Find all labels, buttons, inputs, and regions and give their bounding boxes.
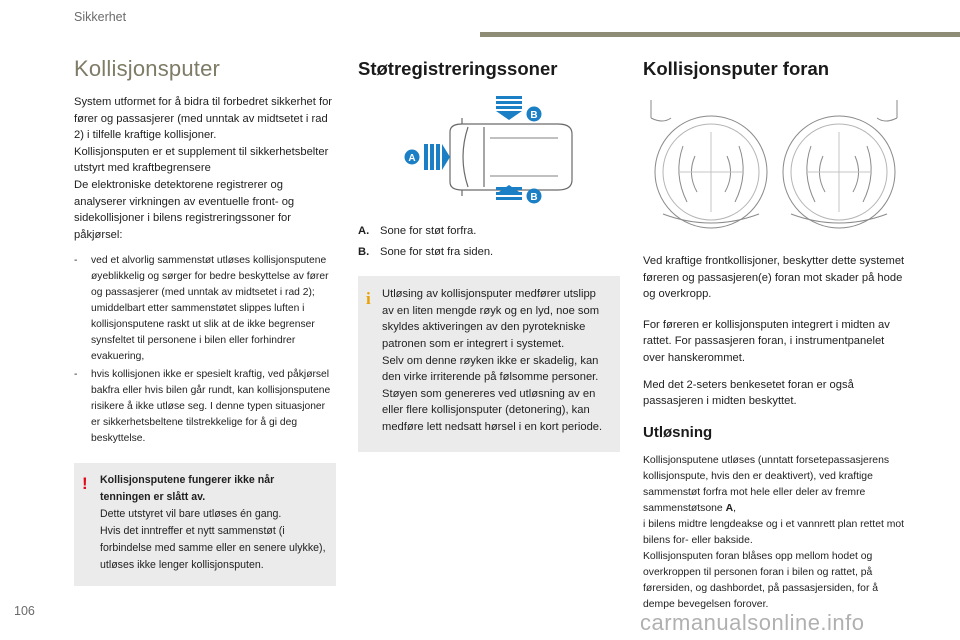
label-b-badge-top	[527, 107, 542, 122]
page-title: Kollisjonsputer	[74, 56, 221, 81]
column-airbags-intro	[74, 56, 336, 586]
svg-text:B: B	[530, 110, 538, 121]
warning-line: Dette utstyret vil bare utløses én gang.	[100, 508, 282, 521]
driver-airbag-icon	[655, 116, 767, 228]
bullet-item: - ved et alvorlig sammenstøt utløses kollisjonsputene øyeblikkelig og sørger for bedre beskyttelse av fører og passasjerer (med unntak av midtsetet i rad 2); umiddelbart etter sammenstøtet slippes luften i kollisjonsputene raskt ut slik at de ikke begrenser synsfeltet til personene i bilen eller forhindrer evakuering,	[74, 253, 336, 365]
warning-box	[74, 463, 336, 586]
warning-line: Hvis det inntreffer et nytt sammenstøt (i forbindelse med samme eller en senere ulykke), utløses ikke lenger kollisjonsputen.	[100, 525, 326, 572]
warning-icon: !	[82, 474, 88, 494]
warning-title: Kollisjonsputene fungerer ikke når tenningen er slått av.	[100, 474, 275, 504]
deployment-paragraph: Kollisjonsputene utløses (unntatt forsetepassasjerens kollisjonspute, hvis den er deaktivert), ved kraftige sammenstøt forfra mot hele eller deler av fremre sammenstøtsone A, i bilens midtre lengdeakse og i et vannrett plan rettet mot bilens for- eller bakside. Kollisjonsputen foran blåses opp mellom hodet og overkroppen til personen foran i bilen og rattet, på førersiden, og dashbordet, på passasjersiden, for å dempe bevegelsen forover.	[643, 454, 905, 610]
column-front-airbags	[643, 56, 905, 613]
bullet-list	[74, 253, 336, 447]
legend-item: A. Sone for støt forfra.	[358, 225, 477, 237]
header-bar	[480, 32, 960, 37]
column-detection-zones	[358, 56, 620, 452]
info-box	[358, 276, 620, 451]
diagram-legend	[358, 223, 620, 260]
svg-text:A: A	[408, 153, 416, 164]
label-a-badge	[405, 150, 420, 165]
section-title-zones: Støtregistreringssoner	[358, 58, 558, 79]
front-zone-arrows-icon	[424, 144, 450, 170]
info-paragraph: Selv om denne røyken ikke er skadelig, kan den virke irriterende på følsomme personer.	[382, 354, 599, 384]
svg-text:B: B	[530, 192, 538, 203]
front-airbag-paragraph: For føreren er kollisjonsputen integrert i midten av rattet. For passasjeren foran, i instrumentpanelet over hanskerommet.	[643, 318, 890, 364]
section-label: Sikkerhet	[74, 10, 127, 24]
info-paragraph: Utløsing av kollisjonsputer medfører utslipp av en liten mengde røyk og en lyd, noe som skyldes aktiveringen av den pyrotekniske patronen som er integrert i systemet.	[382, 288, 600, 350]
passenger-airbag-icon	[783, 116, 895, 228]
front-airbag-paragraph: Med det 2-seters benkesetet foran er også passasjeren i midten beskyttet.	[643, 378, 854, 408]
side-zone-arrows-top-icon	[496, 96, 522, 120]
front-airbag-illustration	[643, 94, 905, 234]
section-title-front-airbags: Kollisjonsputer foran	[643, 58, 830, 79]
label-b-badge-bottom	[527, 189, 542, 204]
info-paragraph: Støyen som genereres ved utløsning av en eller flere kollisjonsputer (detonering), kan medføre lett nedsatt hørsel i en kort periode.	[382, 387, 603, 433]
info-icon: i	[366, 289, 371, 309]
intro-text: System utformet for å bidra til forbedret sikkerhet for fører og passasjerer (med unntak av midtsetet i rad 2) i tilfelle kraftige kollisjoner. Kollisjonsputen er et supplement til sikkerhetsbelter utstyrt med kraftbegrensere De elektroniske detektorene registrerer og analyserer virkningen av eventuelle front- og sidekollisjoner i bilens registreringssoner for påkjørsel:	[74, 96, 333, 241]
van-outline-icon	[450, 118, 572, 196]
legend-item: B. Sone for støt fra siden.	[358, 245, 494, 258]
impact-zone-diagram	[358, 94, 620, 204]
subsection-title-deployment: Utløsning	[643, 423, 713, 441]
page-number: 106	[14, 604, 35, 618]
watermark-text: carmanualsonline.info	[640, 610, 865, 635]
side-zone-arrows-bottom-icon	[496, 185, 522, 200]
bullet-item: - hvis kollisjonen ikke er spesielt kraftig, ved påkjørsel bakfra eller hvis bilen går rundt, kan kollisjonsputene risikere å ikke utløse seg. I denne typen situasjoner er sikkerhetsbeltene tilstrekkelige for å gi deg beskyttelse.	[74, 367, 336, 447]
front-airbag-paragraph: Ved kraftige frontkollisjoner, beskytter dette systemet føreren og passasjeren(e) foran mot skader på hode og overkropp.	[643, 255, 905, 301]
